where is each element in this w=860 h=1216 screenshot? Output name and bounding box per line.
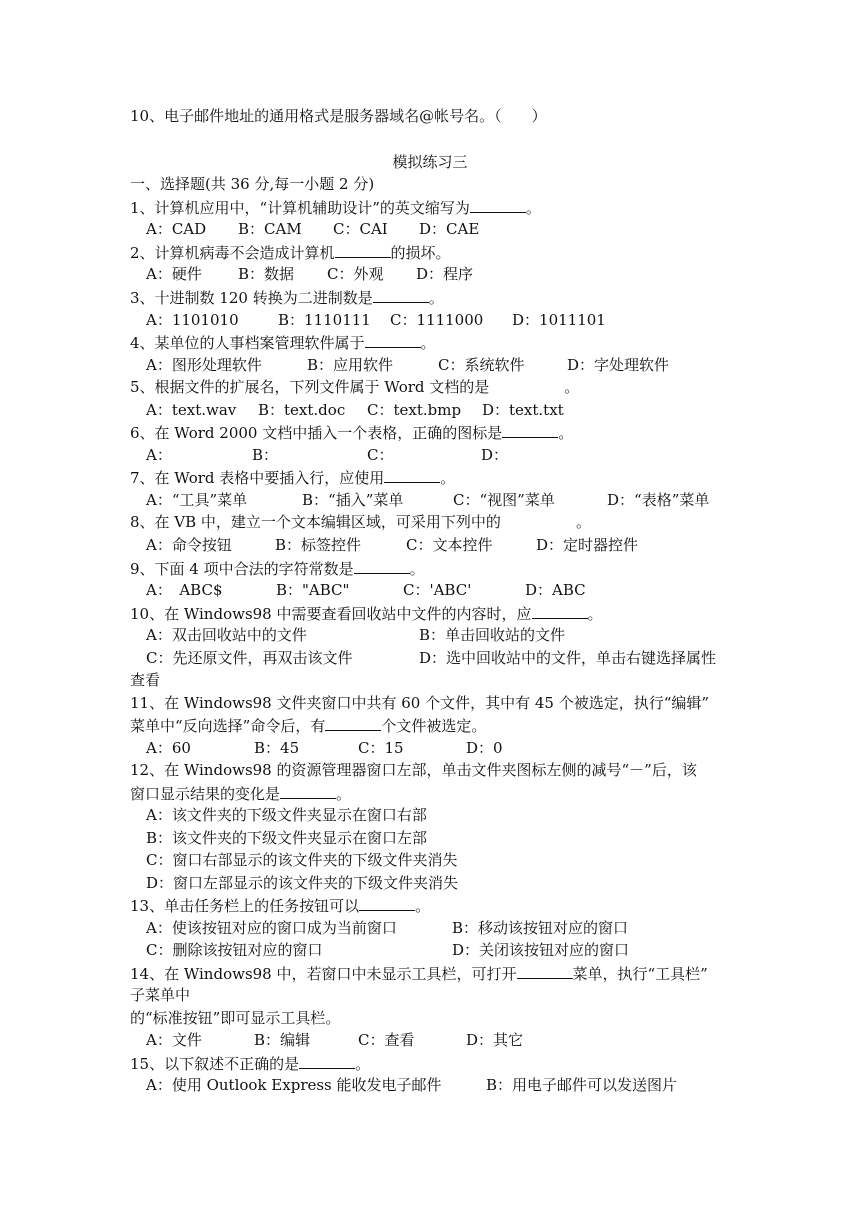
answer-blank bbox=[280, 783, 336, 799]
q2-option-d: D：程序 bbox=[416, 265, 474, 283]
q1-option-c: C：CAI bbox=[333, 220, 388, 238]
answer-blank bbox=[299, 1053, 355, 1069]
q10-option-d: D：选中回收站中的文件，单击右键选择属性 bbox=[419, 649, 717, 667]
q14-option-c: C：查看 bbox=[358, 1031, 415, 1049]
question-13: 13、单击任务栏上的任务按钮可以 。 bbox=[130, 897, 431, 915]
q5-option-b: B：text.doc bbox=[258, 401, 346, 419]
q6-option-d: D： bbox=[481, 446, 509, 464]
q12-option-b: B：该文件夹的下级文件夹显示在窗口左部 bbox=[146, 829, 428, 847]
question-11: 11、在 Windows98 文件夹窗口中共有 60 个文件，其中有 45 个被选定，执行“编辑” bbox=[130, 694, 710, 712]
q12-option-d: D：窗口左部显示的该文件夹的下级文件夹消失 bbox=[146, 874, 459, 892]
q5-option-c: C：text.bmp bbox=[367, 401, 462, 419]
answer-blank bbox=[502, 422, 558, 438]
answer-blank bbox=[373, 287, 429, 303]
q3-option-d: D：1011101 bbox=[512, 311, 606, 329]
q7-option-d: D：“表格”菜单 bbox=[607, 491, 710, 509]
q13-option-c: C：删除该按钮对应的窗口 bbox=[146, 941, 323, 959]
q11-option-d: D：0 bbox=[466, 739, 503, 757]
question-14: 14、在 Windows98 中，若窗口中未显示工具栏，可打开 菜单，执行“工具栏” bbox=[130, 965, 708, 983]
q14-option-b: B：编辑 bbox=[254, 1031, 311, 1049]
q13-option-a: A：使该按钮对应的窗口成为当前窗口 bbox=[146, 919, 397, 937]
question-10: 10、在 Windows98 中需要查看回收站中文件的内容时，应 。 bbox=[130, 605, 603, 623]
q15-option-b: B：用电子邮件可以发送图片 bbox=[486, 1076, 678, 1094]
question-8: 8、在 VB 中，建立一个文本编辑区域，可采用下列中的 。 bbox=[130, 513, 591, 531]
answer-blank bbox=[384, 467, 440, 483]
q7-option-c: C：“视图”菜单 bbox=[453, 491, 555, 509]
question-1: 1、计算机应用中，“计算机辅助设计”的英文缩写为 。 bbox=[130, 199, 541, 217]
q2-option-a: A：硬件 bbox=[146, 265, 202, 283]
q9-option-a: A： ABC$ bbox=[146, 581, 223, 599]
question-12-line-2: 窗口显示结果的变化是 。 bbox=[130, 785, 352, 803]
q9-option-c: C：'ABC' bbox=[403, 581, 472, 599]
q3-option-a: A：1101010 bbox=[146, 311, 239, 329]
q12-option-a: A：该文件夹的下级文件夹显示在窗口右部 bbox=[146, 806, 427, 824]
q8-option-a: A：命令按钮 bbox=[146, 536, 232, 554]
q10-option-b: B：单击回收站的文件 bbox=[419, 626, 566, 644]
q2-option-c: C：外观 bbox=[327, 265, 384, 283]
question-4: 4、某单位的人事档案管理软件属于 。 bbox=[130, 334, 436, 352]
question-14-line-3: 的“标准按钮”即可显示工具栏。 bbox=[130, 1009, 341, 1027]
q5-option-a: A：text.wav bbox=[146, 401, 237, 419]
question-9: 9、下面 4 项中合法的字符常数是 。 bbox=[130, 560, 425, 578]
q6-option-a: A： bbox=[146, 446, 172, 464]
q13-option-b: B：移动该按钮对应的窗口 bbox=[452, 919, 629, 937]
answer-blank bbox=[335, 242, 391, 258]
q8-option-b: B：标签控件 bbox=[275, 536, 362, 554]
q11-option-b: B：45 bbox=[254, 739, 300, 757]
q9-option-b: B："ABC" bbox=[276, 581, 350, 599]
answer-blank bbox=[470, 197, 526, 213]
q6-option-b: B： bbox=[252, 446, 279, 464]
q5-option-d: D：text.txt bbox=[482, 401, 564, 419]
question-2: 2、计算机病毒不会造成计算机 的损坏。 bbox=[130, 244, 451, 262]
q10-option-a: A：双击回收站中的文件 bbox=[146, 626, 307, 644]
question-6: 6、在 Word 2000 文档中插入一个表格，正确的图标是 。 bbox=[130, 424, 574, 442]
question-5: 5、根据文件的扩展名，下列文件属于 Word 文档的是 。 bbox=[130, 378, 580, 396]
answer-blank bbox=[532, 603, 588, 619]
q10-option-d-continuation: 查看 bbox=[130, 671, 161, 689]
q15-option-a: A：使用 Outlook Express 能收发电子邮件 bbox=[146, 1076, 442, 1094]
q8-option-c: C：文本控件 bbox=[406, 536, 493, 554]
q4-option-b: B：应用软件 bbox=[307, 356, 394, 374]
q4-option-d: D：字处理软件 bbox=[567, 356, 670, 374]
q4-option-c: C：系统软件 bbox=[438, 356, 525, 374]
question-3: 3、十进制数 120 转换为二进制数是 。 bbox=[130, 289, 444, 307]
q14-option-d: D：其它 bbox=[466, 1031, 524, 1049]
q14-option-a: A：文件 bbox=[146, 1031, 202, 1049]
question-11-line-2: 菜单中“反向选择”命令后，有 个文件被选定。 bbox=[130, 717, 487, 735]
answer-blank bbox=[359, 895, 415, 911]
answer-blank bbox=[365, 332, 421, 348]
page-title: 模拟练习三 bbox=[392, 153, 468, 171]
q3-option-c: C：1111000 bbox=[390, 311, 484, 329]
q3-option-b: B：1110111 bbox=[278, 311, 371, 329]
answer-blank bbox=[325, 715, 381, 731]
question-7: 7、在 Word 表格中要插入行，应使用 。 bbox=[130, 469, 456, 487]
q4-option-a: A：图形处理软件 bbox=[146, 356, 262, 374]
q2-option-b: B：数据 bbox=[238, 265, 295, 283]
q9-option-d: D：ABC bbox=[525, 581, 586, 599]
section-heading: 一、选择题(共 36 分,每一小题 2 分) bbox=[130, 175, 375, 193]
q1-option-d: D：CAE bbox=[419, 220, 480, 238]
q10-option-c: C：先还原文件，再双击该文件 bbox=[146, 649, 353, 667]
q12-option-c: C：窗口右部显示的该文件夹的下级文件夹消失 bbox=[146, 851, 458, 869]
question-12: 12、在 Windows98 的资源管理器窗口左部，单击文件夹图标左侧的减号“－”后，该 bbox=[130, 761, 697, 779]
q1-option-b: B：CAM bbox=[238, 220, 302, 238]
question-15: 15、以下叙述不正确的是 。 bbox=[130, 1055, 371, 1073]
q6-option-c: C： bbox=[367, 446, 394, 464]
q11-option-c: C：15 bbox=[358, 739, 404, 757]
q1-option-a: A：CAD bbox=[146, 220, 207, 238]
previous-question-10: 10、电子邮件地址的通用格式是服务器域名@帐号名。（ ） bbox=[130, 107, 547, 125]
answer-blank bbox=[354, 558, 410, 574]
question-14-line-2: 子菜单中 bbox=[130, 986, 191, 1004]
q11-option-a: A：60 bbox=[146, 739, 191, 757]
answer-blank bbox=[517, 963, 573, 979]
q13-option-d: D：关闭该按钮对应的窗口 bbox=[452, 941, 630, 959]
q7-option-a: A：“工具”菜单 bbox=[146, 491, 248, 509]
q8-option-d: D：定时器控件 bbox=[536, 536, 639, 554]
q7-option-b: B：“插入”菜单 bbox=[302, 491, 404, 509]
